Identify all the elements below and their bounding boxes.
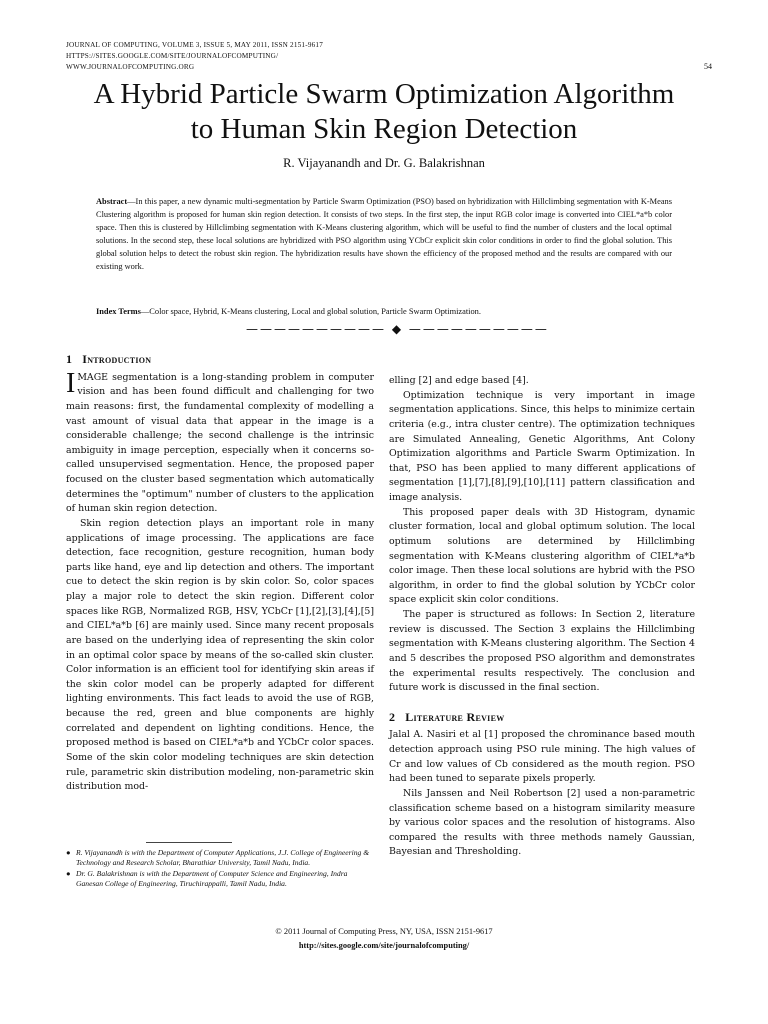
journal-header-line3: WWW.JOURNALOFCOMPUTING.ORG xyxy=(66,63,195,71)
left-column xyxy=(66,352,374,795)
right-paragraph-4: The paper is structured as follows: In Section 2, literature review is discussed. The Section 3 explains the Hillclimbing segmentation with K-Means clustering algorithm. The Section 4 and 5 describes the proposed PSO algorithm and demonstrates the experimental results respectively. The conclusion and future work is discussed in the final section. xyxy=(389,609,695,694)
footer-copyright: © 2011 Journal of Computing Press, NY, USA, ISSN 2151-9617 xyxy=(275,927,493,936)
section-1-number: 1 xyxy=(66,352,73,366)
journal-header-line2: HTTPS://SITES.GOOGLE.COM/SITE/JOURNALOFCOMPUTING/ xyxy=(66,52,279,60)
right-paragraph-3: This proposed paper deals with 3D Histogram, dynamic cluster formation, local and global optimum solution. The local optimum solutions are determined by Hillclimbing segmentation with K-Means clustering algorithm of CIEL*a*b color image. Then these local solutions are hybrid with the PSO algorithm, in order to find the global solution by YCbCr color space explicit skin color conditions. xyxy=(389,506,695,606)
index-terms xyxy=(96,306,672,318)
footnote-1-text: R. Vijayanandh is with the Department of Computer Applications, J.J. College of Engineering & Technology and Research Scholar, Bharathiar University, Tamil Nadu, India. xyxy=(76,848,370,868)
footnote-bullet: ● xyxy=(66,868,71,878)
index-terms-text: —Color space, Hybrid, K-Means clustering, Local and global solution, Particle Swarm Optimization. xyxy=(140,307,481,316)
section-1-title: Introduction xyxy=(82,352,152,366)
footnote-2 xyxy=(66,869,376,890)
right-paragraph-1: elling [2] and edge based [4]. xyxy=(389,375,529,386)
literature-paragraph-1: Jalal A. Nasiri et al [1] proposed the chrominance based mouth detection approach using PSO rule mining. The high values of Cr and low values of Cb considered as the mouth region. PSO had been tuned to separate pixels properly. xyxy=(389,729,695,785)
footnotes xyxy=(66,848,376,889)
authors: R. Vijayanandh and Dr. G. Balakrishnan xyxy=(283,156,485,170)
section-2-number: 2 xyxy=(389,709,396,724)
abstract xyxy=(96,196,672,273)
footer-url[interactable]: http://sites.google.com/site/journalofcomputing/ xyxy=(298,941,470,950)
section-2-title: Literature Review xyxy=(405,709,505,724)
drop-cap: I xyxy=(66,367,76,399)
title-line-1: A Hybrid Particle Swarm Optimization Algorithm xyxy=(93,78,675,110)
intro-paragraph-1-text: MAGE segmentation is a long-standing problem in computer vision and has been found difficult and challenging for two main reasons: first, the fundamental complexity of modelling a vast amount of visual data that appear in the image is a considerable challenge; the second challenge is the intrinsic ambiguity in image perception, especially when it concerns so-called unsupervised segmentation. Hence, the proposed paper focused on the cluster based segmentation which automatically determines the "optimum" number of clusters to the application of human skin region detection. xyxy=(66,371,374,515)
intro-paragraph-2: Skin region detection plays an important role in many applications of image processing. The applications are face detection, face recognition, gesture recognition, human body parts like hand, eye and lip detection and others. The important cue to detect the skin region is by skin color. So, color spaces play a major role to detect the skin region. Different color spaces like RGB, Normalized RGB, HSV, YCbCr [1],[2],[3],[4],[5] and CIEL*a*b [6] are mainly used. Since many recent proposals are based on the underlying idea of representing the skin color in an optimal color space by means of the so-called skin cluster. Color information is an efficient tool for identifying skin areas if the skin color model can be properly adapted for different lighting environments. This fact leads to avoid the use of RGB, because the red, green and blue components are highly correlated and dependent on lighting conditions. Hence, the proposed method is based on CIEL*a*b and YCbCr color spaces. Some of the skin color modeling techniques are skin detection rule, parametric skin distribution modeling, non-parametric skin distribution mod- xyxy=(66,517,374,793)
footnote-1 xyxy=(66,848,376,869)
literature-paragraph-2: Nils Janssen and Neil Robertson [2] used a non-parametric classification scheme based on a histogram similarity measure by various color spaces and the resolution of histograms. Also compared the results with three methods namely Gaussian, Bayesian and Thresholding. xyxy=(389,787,695,858)
page-footer xyxy=(0,925,768,953)
footnote-bullet: ● xyxy=(66,848,71,857)
section-separator: —————————— ◆ —————————— xyxy=(246,322,549,336)
page-number: 54 xyxy=(704,62,712,71)
abstract-text: —In this paper, a new dynamic multi-segmentation by Particle Swarm Optimization (PSO) based on hybridization with Hillclimbing segmentation with K-Means Clustering algorithm is proposed for human skin region detection. It consists of two steps. In the first step, the input RGB color image is converted into CIEL*a*b color space. Then this is clustered by Hillclimbing segmentation with K-Means clustering algorithm, which will be useful to find the number of clusters and the local optimal solutions. In the second step, these local solutions are hybridized with PSO algorithm using YCbCr explicit skin color conditions in order to find the global solution. This global solution helps to detect the robust skin region. The hybridization results have shown the efficiency of the proposed method and the results are compared with our existing work. xyxy=(96,197,672,271)
section-1-heading xyxy=(66,352,374,367)
journal-header-line1: JOURNAL OF COMPUTING, VOLUME 3, ISSUE 5, MAY 2011, ISSN 2151-9617 xyxy=(66,41,323,49)
footnote-rule xyxy=(146,842,232,843)
paper-title xyxy=(40,77,728,147)
abstract-label: Abstract xyxy=(96,197,128,206)
section-2-heading xyxy=(389,710,695,725)
index-terms-label: Index Terms xyxy=(96,307,141,316)
title-line-2: to Human Skin Region Detection xyxy=(190,113,578,145)
journal-header xyxy=(66,40,323,73)
right-paragraph-2: Optimization technique is very important in image segmentation applications. Since, this helps to minimize certain criteria (e.g., intra cluster centre). The optimization techniques are Simulated Annealing, Genetic Algorithms, Ant Colony Optimization algorithms and Particle Swarm Optimization. In that, PSO has been applied to many different applications of segmentation [1],[7],[8],[9],[10],[11] pattern classification and image analysis. xyxy=(389,389,695,503)
footnote-2-text: Dr. G. Balakrishnan is with the Department of Computer Science and Engineering, Indra Ganesan College of Engineering, Tiruchirappalli, Tamil Nadu, India. xyxy=(76,868,348,888)
right-column xyxy=(389,374,695,860)
intro-paragraph-1 xyxy=(66,367,374,517)
